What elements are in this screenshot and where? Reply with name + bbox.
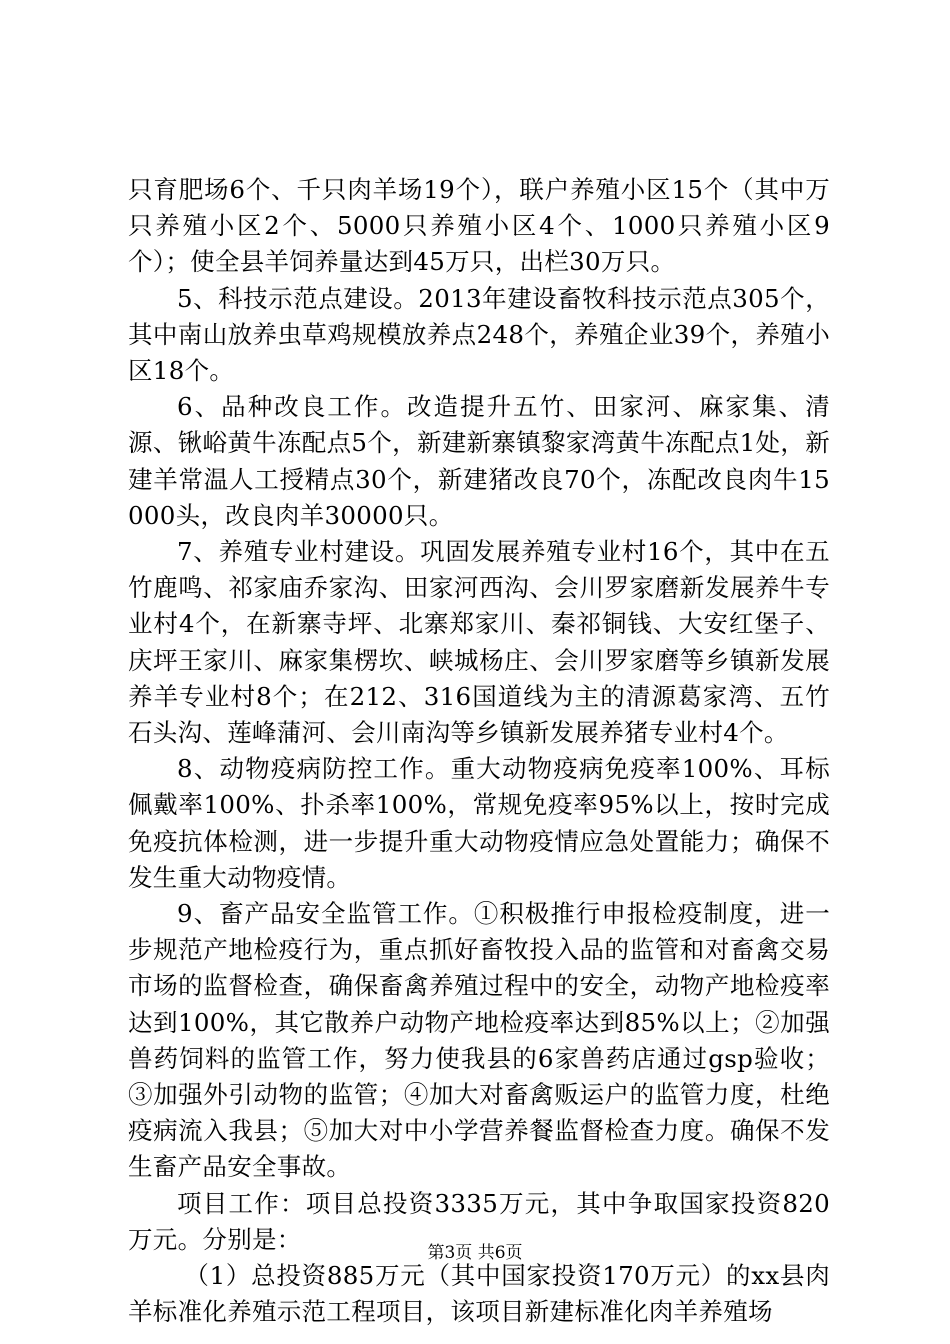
paragraph-sheep-farms: 只育肥场6个、千只肉羊场19个），联户养殖小区15个（其中万只养殖小区2个、5000只养殖小区4个、1000只养殖小区9个）；使全县羊饲养量达到45万只，出栏30万只。: [128, 175, 830, 277]
paragraph-project-work: 项目工作：项目总投资3335万元，其中争取国家投资820万元。分别是：: [128, 1188, 830, 1254]
page-number-footer: 第3页 共6页: [427, 1243, 523, 1263]
paragraph-project-item-1: （1）总投资885万元（其中国家投资170万元）的xx县肉羊标准化养殖示范工程项目，该项目新建标准化肉羊养殖场: [128, 1261, 830, 1327]
paragraph-disease-control: 8、动物疫病防控工作。重大动物疫病免疫率100%、耳标佩戴率100%、扑杀率100%，常规免疫率95%以上，按时完成免疫抗体检测，进一步提升重大动物疫情应急处置能力；确保不发生重大动物疫情。: [128, 754, 830, 892]
paragraph-product-safety: 9、畜产品安全监管工作。①积极推行申报检疫制度，进一步规范产地检疫行为，重点抓好畜牧投入品的监管和对畜禽交易市场的监督检查，确保畜禽养殖过程中的安全，动物产地检疫率达到100%，其它散养户动物产地检疫率达到85%以上；②加强兽药饲料的监管工作，努力使我县的6家兽药店通过gsp验收；③加强外引动物的监管；④加大对畜禽贩运户的监管力度，杜绝疫病流入我县；⑤加大对中小学营养餐监督检查力度。确保不发生畜产品安全事故。: [128, 899, 830, 1182]
paragraph-breed-improvement: 6、品种改良工作。改造提升五竹、田家河、麻家集、清源、锹峪黄牛冻配点5个，新建新寨镇黎家湾黄牛冻配点1处，新建羊常温人工授精点30个，新建猪改良70个，冻配改良肉牛15000头，改良肉羊30000只。: [128, 392, 830, 530]
paragraph-specialized-villages: 7、养殖专业村建设。巩固发展养殖专业村16个，其中在五竹鹿鸣、祁家庙乔家沟、田家河西沟、会川罗家磨新发展养牛专业村4个，在新寨寺坪、北寨郑家川、秦祁铜钱、大安红堡子、庆坪王家川、麻家集楞坎、峡城杨庄、会川罗家磨等乡镇新发展养羊专业村8个；在212、316国道线为主的清源葛家湾、五竹石头沟、莲峰蒲河、会川南沟等乡镇新发展养猪专业村4个。: [128, 537, 831, 748]
document-body: [128, 172, 830, 1331]
paragraph-demo-sites: 5、科技示范点建设。2013年建设畜牧科技示范点305个，其中南山放养虫草鸡规模放养点248个，养殖企业39个，养殖小区18个。: [128, 283, 830, 386]
